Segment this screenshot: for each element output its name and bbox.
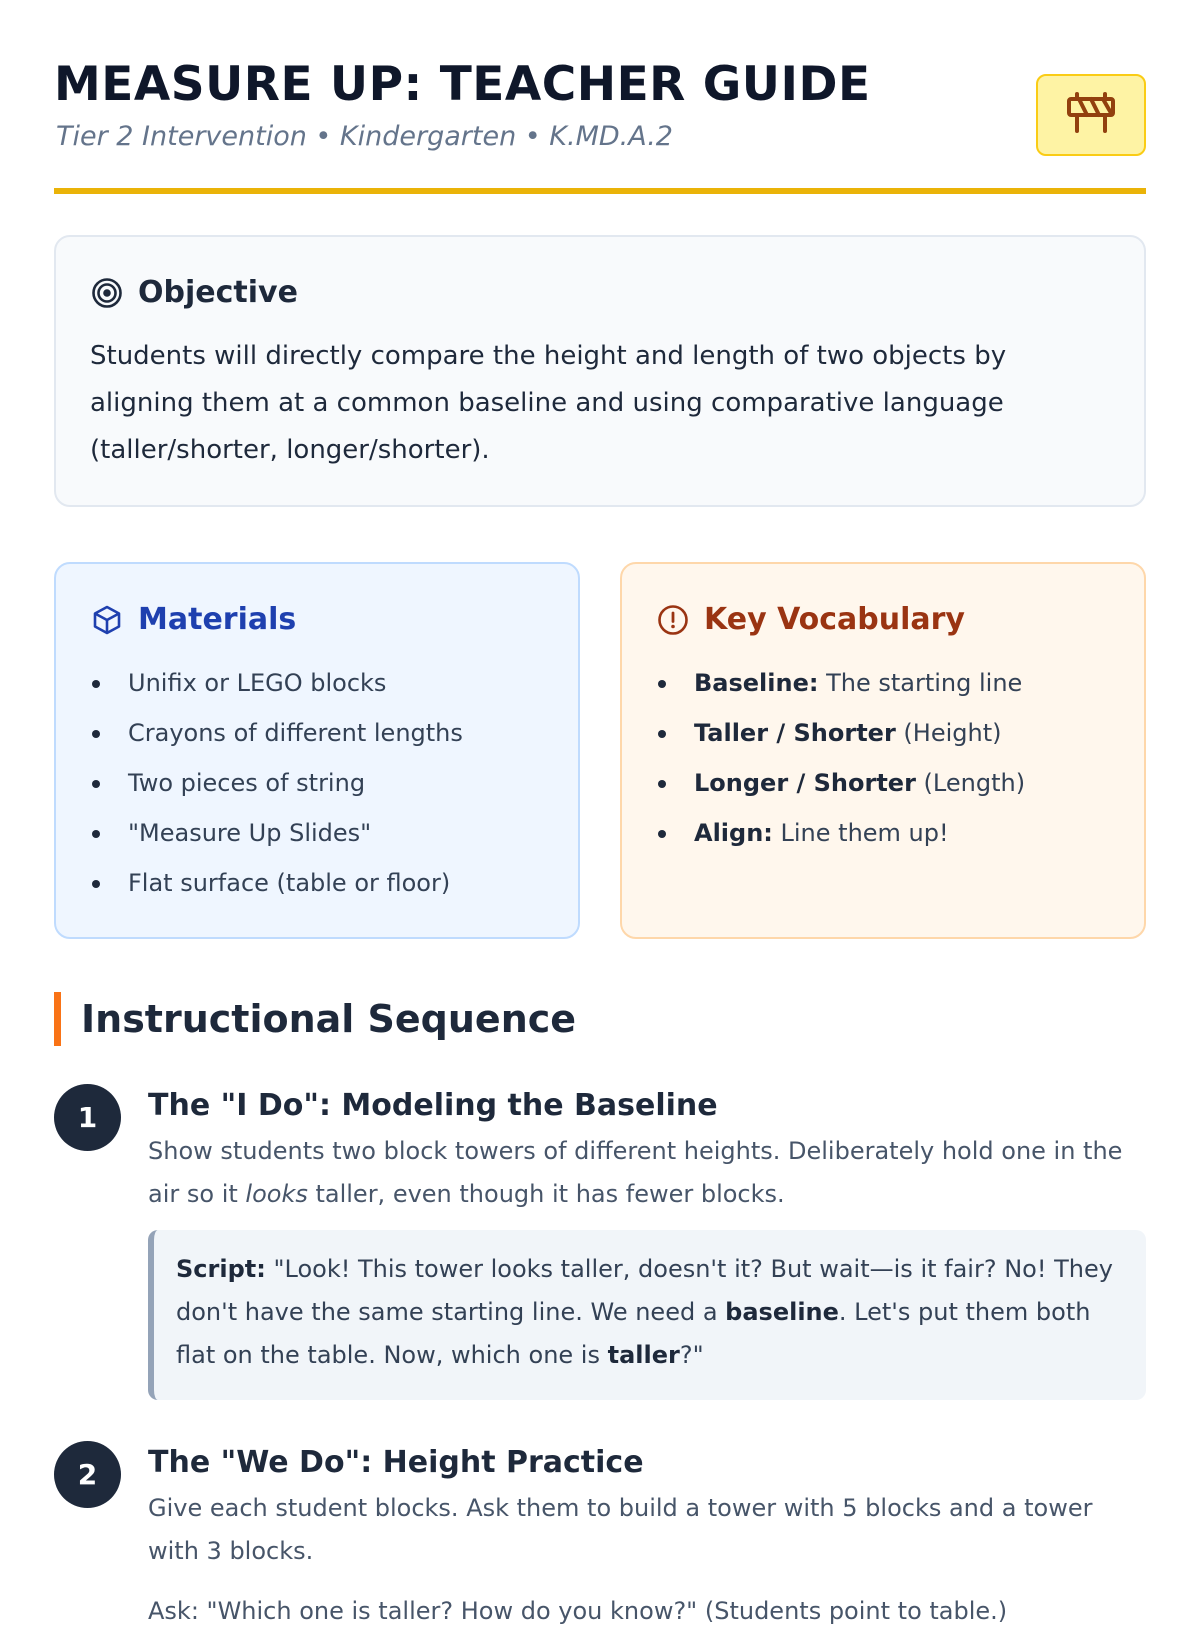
sequence-step	[54, 1441, 1146, 1625]
objective-header	[90, 273, 298, 313]
alert-circle-icon	[656, 603, 690, 637]
step-instruction: Ask: "Which one is taller? How do you know?" (Students point to table.)	[148, 1597, 1008, 1625]
page-subtitle: Tier 2 Intervention • Kindergarten • K.MD.A.2	[56, 121, 673, 152]
target-icon	[90, 276, 124, 310]
vocab-item	[656, 808, 1025, 858]
step-title: The "I Do": Modeling the Baseline	[148, 1088, 718, 1123]
vocabulary-card	[620, 562, 1146, 939]
section-title: Instructional Sequence	[54, 992, 576, 1046]
bullet	[92, 780, 100, 788]
sequence-step	[54, 1084, 1146, 1410]
vocab-term: Longer / Shorter	[694, 769, 916, 797]
vocabulary-title: Key Vocabulary	[704, 602, 965, 637]
step-title: The "We Do": Height Practice	[148, 1445, 644, 1480]
vocab-item	[656, 658, 1025, 708]
materials-title: Materials	[138, 602, 297, 637]
bullet	[92, 880, 100, 888]
list-item: "Measure Up Slides"	[90, 808, 463, 858]
objective-card	[54, 235, 1146, 507]
objective-text: Students will directly compare the height and length of two objects by aligning them at a common baseline and using comparative language (taller/shorter, longer/shorter).	[90, 341, 1007, 465]
bullet	[658, 730, 666, 738]
vocab-term: Taller / Shorter	[694, 719, 896, 747]
bullet	[92, 730, 100, 738]
step-number-badge: 2	[54, 1441, 121, 1508]
bullet	[658, 780, 666, 788]
materials-list	[90, 658, 463, 908]
page-header	[54, 58, 1146, 194]
step-description: Show students two block towers of different heights. Deliberately hold one in the air so it looks taller, even though it has fewer blocks.	[148, 1137, 1123, 1208]
page-title: MEASURE UP: TEACHER GUIDE	[54, 57, 871, 112]
objective-title: Objective	[138, 275, 298, 310]
step-description: Give each student blocks. Ask them to build a tower with 5 blocks and a tower with 3 blocks.	[148, 1494, 1093, 1565]
vocab-term: Baseline:	[694, 669, 819, 697]
materials-header	[90, 600, 296, 640]
bullet	[92, 680, 100, 688]
bullet	[658, 830, 666, 838]
list-item: Two pieces of string	[90, 758, 463, 808]
list-item: Unifix or LEGO blocks	[90, 658, 463, 708]
vocab-item	[656, 758, 1025, 808]
vocab-definition: The starting line	[818, 669, 1023, 697]
vocab-item	[656, 708, 1025, 758]
vocabulary-header	[656, 600, 965, 640]
script-callout: Script: "Look! This tower looks taller, doesn't it? But wait—is it fair? No! They don't have the same starting line. We need a baseline. Let's put them both flat on the table. Now, which one is taller?"	[148, 1230, 1146, 1400]
vocab-definition: (Length)	[915, 769, 1026, 797]
vocab-definition: Line them up!	[772, 819, 949, 847]
header-badge	[1036, 74, 1146, 156]
bullet	[658, 680, 666, 688]
script-label: Script:	[176, 1255, 266, 1283]
vocab-term: Align:	[694, 819, 773, 847]
emphasis: looks	[245, 1180, 308, 1208]
list-item: Flat surface (table or floor)	[90, 858, 463, 908]
vocabulary-list	[656, 658, 1025, 858]
vocab-definition: (Height)	[895, 719, 1002, 747]
materials-card	[54, 562, 580, 939]
bullet	[92, 830, 100, 838]
step-number-badge: 1	[54, 1084, 121, 1151]
list-item: Crayons of different lengths	[90, 708, 463, 758]
cube-icon	[90, 603, 124, 637]
construction-barrier-icon	[1066, 91, 1116, 139]
